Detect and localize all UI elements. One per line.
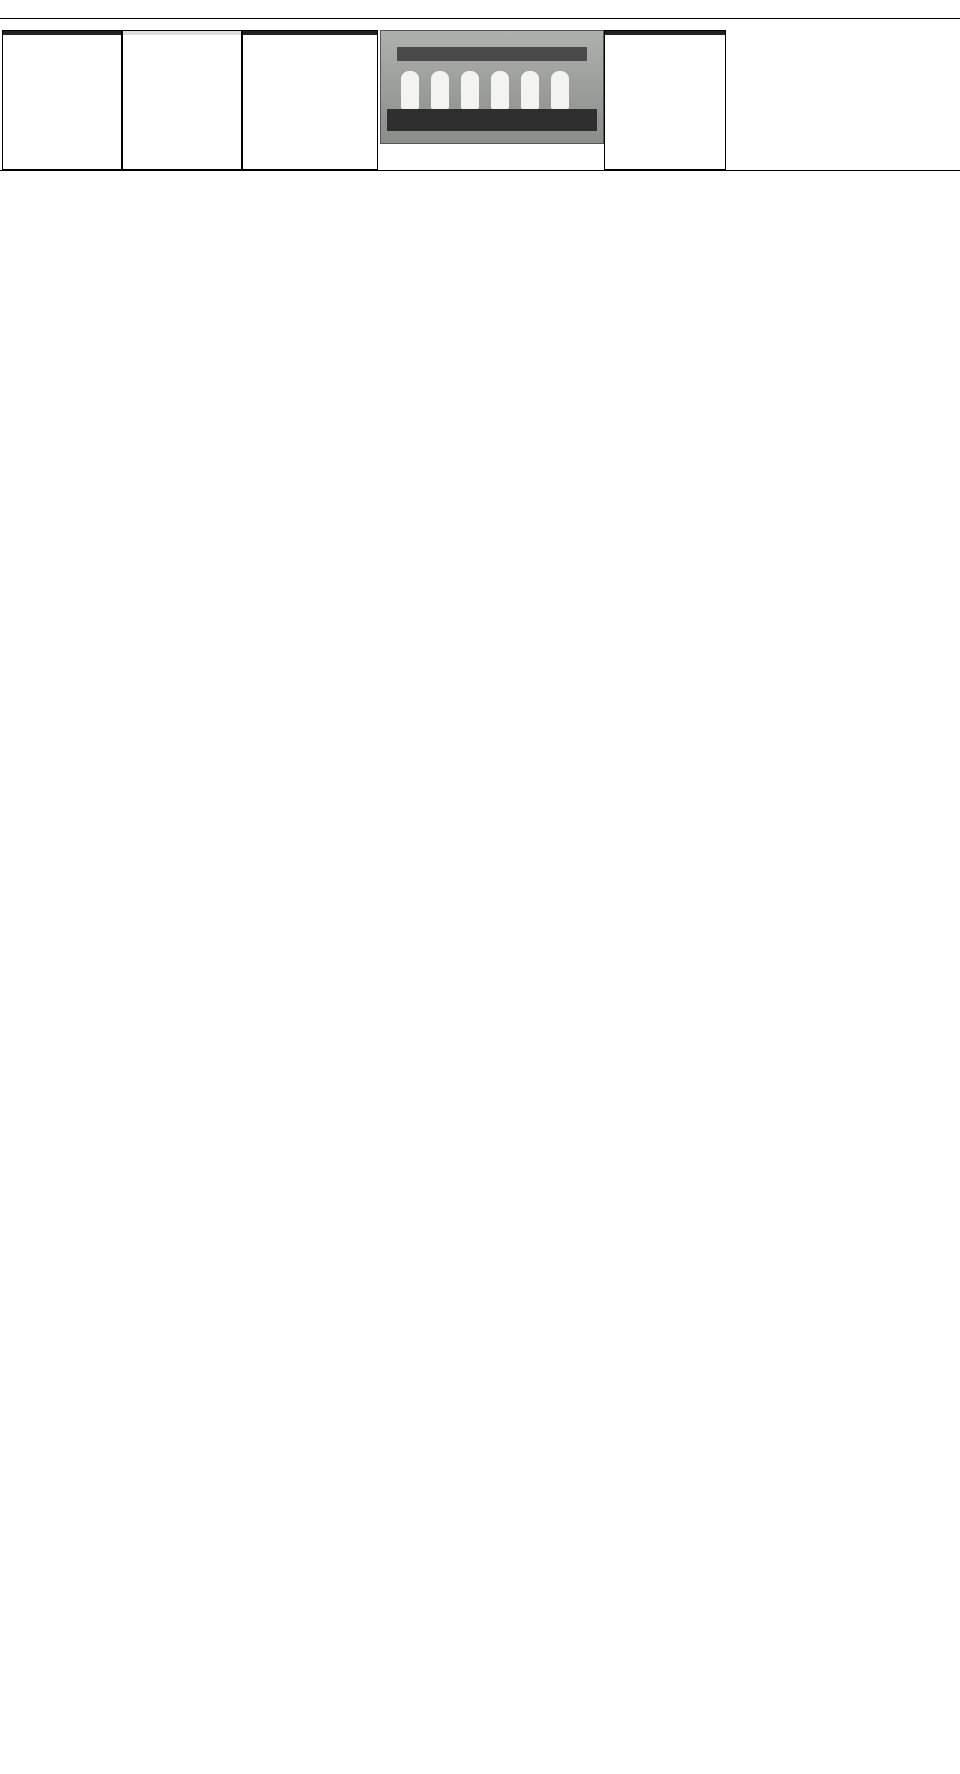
photo-person <box>401 71 419 109</box>
masthead <box>0 0 960 19</box>
news-box-2 <box>242 30 378 170</box>
news-box-1 <box>604 30 726 170</box>
photo-person <box>491 71 509 109</box>
news-box-4 <box>2 30 122 170</box>
press-conference-photo <box>380 30 604 144</box>
news-box-body <box>605 35 725 39</box>
top-rule <box>0 170 960 171</box>
photo-person <box>551 71 569 109</box>
news-box-body <box>243 35 377 39</box>
photo-table <box>387 109 597 131</box>
news-box-3 <box>122 30 242 170</box>
news-box-body <box>123 35 241 39</box>
photo-person <box>521 71 539 109</box>
photo-person <box>431 71 449 109</box>
photo-person <box>461 71 479 109</box>
photo-banner <box>397 47 587 61</box>
news-box-body <box>3 35 121 39</box>
